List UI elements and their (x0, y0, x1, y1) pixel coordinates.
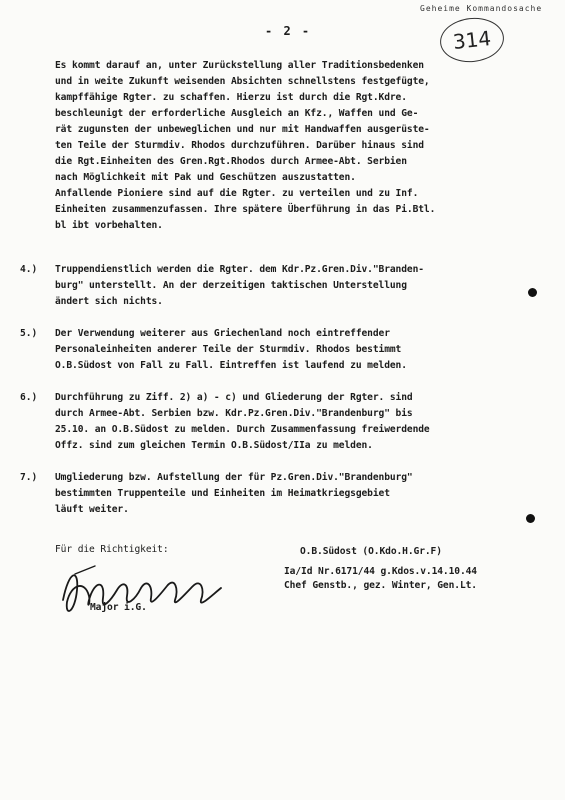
text-line: O.B.Südost von Fall zu Fall. Eintreffen ist laufend zu melden. (55, 360, 407, 371)
text-line: Anfallende Pioniere sind auf die Rgter. zu verteilen und zu Inf. (55, 188, 419, 199)
text-line: läuft weiter. (55, 504, 129, 515)
text-line: bestimmten Truppenteile und Einheiten im Heimatkriegsgebiet (55, 488, 390, 499)
text-line: ten Teile der Sturmdiv. Rhodos durchzuführen. Darüber hinaus sind (55, 140, 424, 151)
text-line: ändert sich nichts. (55, 296, 163, 307)
text-line: Truppendienstlich werden die Rgter. dem Kdr.Pz.Gren.Div."Branden- (55, 264, 424, 275)
text-line: Personaleinheiten anderer Teile der Sturmdiv. Rhodos bestimmt (55, 344, 402, 355)
text-line: burg" unterstellt. An der derzeitigen taktischen Unterstellung (55, 280, 407, 291)
item-number: 6.) (20, 392, 38, 403)
text-line: Einheiten zusammenzufassen. Ihre spätere Überführung in das Pi.Btl. (55, 204, 436, 215)
text-line: Umgliederung bzw. Aufstellung der für Pz.Gren.Div."Brandenburg" (55, 472, 413, 483)
text-line: 25.10. an O.B.Südost zu melden. Durch Zusammenfassung freiwerdende (55, 424, 430, 435)
item-number: 7.) (20, 472, 38, 483)
text-line: und in weite Zukunft weisenden Absichten schnellstens festgefügte, (55, 76, 430, 87)
text-line: die Rgt.Einheiten des Gren.Rgt.Rhodos durch Armee-Abt. Serbien (55, 156, 407, 167)
archive-stamp: 314 (438, 15, 506, 65)
signer-rank: Major i.G. (90, 602, 147, 613)
text-line: kampffähige Rgter. zu schaffen. Hierzu ist durch die Rgt.Kdre. (55, 92, 407, 103)
text-line: beschleunigt der erforderliche Ausgleich an Kfz., Waffen und Ge- (55, 108, 419, 119)
certification-label: Für die Richtigkeit: (55, 544, 169, 555)
text-line: Es kommt darauf an, unter Zurückstellung aller Traditionsbedenken (55, 60, 424, 71)
item-number: 4.) (20, 264, 38, 275)
punch-hole-mark (526, 514, 535, 523)
item-number: 5.) (20, 328, 38, 339)
text-line: durch Armee-Abt. Serbien bzw. Kdr.Pz.Gren.Div."Brandenburg" bis (55, 408, 413, 419)
text-line: nach Möglichkeit mit Pak und Geschützen auszustatten. (55, 172, 356, 183)
text-line: rät zugunsten der unbeweglichen und nur mit Handwaffen ausgerüste- (55, 124, 430, 135)
top-classification-marks: Geheime Kommandosache (420, 4, 543, 13)
reference-line: Ia/Id Nr.6171/44 g.Kdos.v.14.10.44 (284, 566, 477, 577)
text-line: Durchführung zu Ziff. 2) a) - c) und Gliederung der Rgter. sind (55, 392, 413, 403)
issuer-line: O.B.Südost (O.Kdo.H.Gr.F) (300, 546, 442, 557)
punch-hole-mark (528, 288, 537, 297)
text-line: Offz. sind zum gleichen Termin O.B.Südost/IIa zu melden. (55, 440, 373, 451)
text-line: Der Verwendung weiterer aus Griechenland noch eintreffender (55, 328, 390, 339)
page-number: - 2 - (265, 24, 312, 38)
text-line: bl ibt vorbehalten. (55, 220, 163, 231)
chief-line: Chef Genstb., gez. Winter, Gen.Lt. (284, 580, 477, 591)
